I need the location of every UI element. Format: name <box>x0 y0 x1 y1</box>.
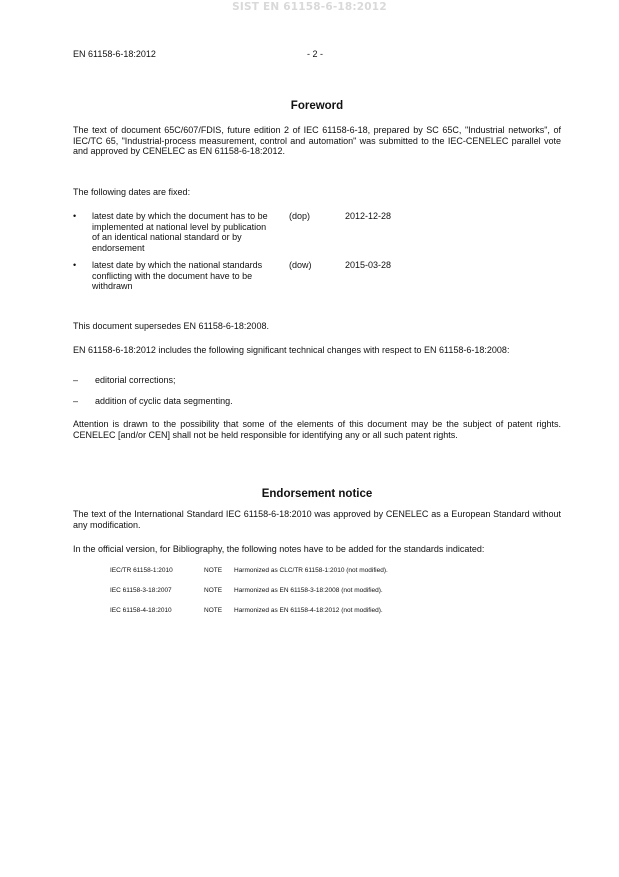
date-item-date: 2012-12-28 <box>345 211 392 221</box>
note-standard: IEC/TR 61158-1:2010 <box>110 567 173 574</box>
date-item-dop <box>73 211 473 255</box>
header-page-number: - 2 - <box>307 49 324 59</box>
note-standard: IEC 61158-3-18:2007 <box>110 587 172 594</box>
date-item-code: (dop) <box>289 211 311 221</box>
change-item-text: addition of cyclic data segmenting. <box>95 396 233 406</box>
note-label: NOTE <box>204 607 223 614</box>
endorsement-text: The text of the International Standard IEC 61158-6-18:2010 was approved by CENELEC as a European Standard without any modification. <box>73 509 561 530</box>
note-label: NOTE <box>204 587 223 594</box>
foreword-title: Foreword <box>290 100 344 112</box>
change-item-text: editorial corrections; <box>95 375 176 385</box>
patent-notice: Attention is drawn to the possibility that some of the elements of this document may be the subject of patent rights. CENELEC [and/or CEN] shall not be held responsible for identifying any or all such patent rights. <box>73 419 561 440</box>
changes-intro: EN 61158-6-18:2012 includes the following significant technical changes with respect to EN 61158-6-18:2008: <box>73 345 510 355</box>
date-item-dow <box>73 260 473 294</box>
dash-icon: – <box>73 396 79 406</box>
date-item-text: latest date by which the national standards conflicting with the document have to be withdrawn <box>92 260 263 291</box>
note-label: NOTE <box>204 567 223 574</box>
bullet-icon: • <box>73 260 77 270</box>
note-text: Harmonized as EN 61158-4-18:2012 (not modified). <box>234 607 383 614</box>
watermark: SIST EN 61158-6-18:2012 <box>232 1 387 13</box>
date-item-text: latest date by which the document has to be implemented at national level by publication of an identical national standard or by endorsement <box>92 211 268 253</box>
date-item-code: (dow) <box>289 260 312 270</box>
note-standard: IEC 61158-4-18:2010 <box>110 607 172 614</box>
bibliography-intro: In the official version, for Bibliography, the following notes have to be added for the standards indicated: <box>73 544 485 554</box>
date-item-date: 2015-03-28 <box>345 260 392 270</box>
dates-intro: The following dates are fixed: <box>73 187 191 197</box>
note-text: Harmonized as CLC/TR 61158-1:2010 (not modified). <box>234 567 388 574</box>
bullet-icon: • <box>73 211 77 221</box>
foreword-intro: The text of document 65C/607/FDIS, future edition 2 of IEC 61158-6-18, prepared by SC 65C, "Industrial networks", of IEC/TC 65, "Industrial-process measurement, control and automation" was submitted to the IEC-CENELEC parallel vote and approved by CENELEC as EN 61158-6-18:2012. <box>73 125 561 156</box>
dash-icon: – <box>73 375 79 385</box>
endorsement-title: Endorsement notice <box>261 488 373 500</box>
note-text: Harmonized as EN 61158-3-18:2008 (not modified). <box>234 587 383 594</box>
supersedes-text: This document supersedes EN 61158-6-18:2008. <box>73 321 269 331</box>
header-doc-id: EN 61158-6-18:2012 <box>73 49 156 59</box>
